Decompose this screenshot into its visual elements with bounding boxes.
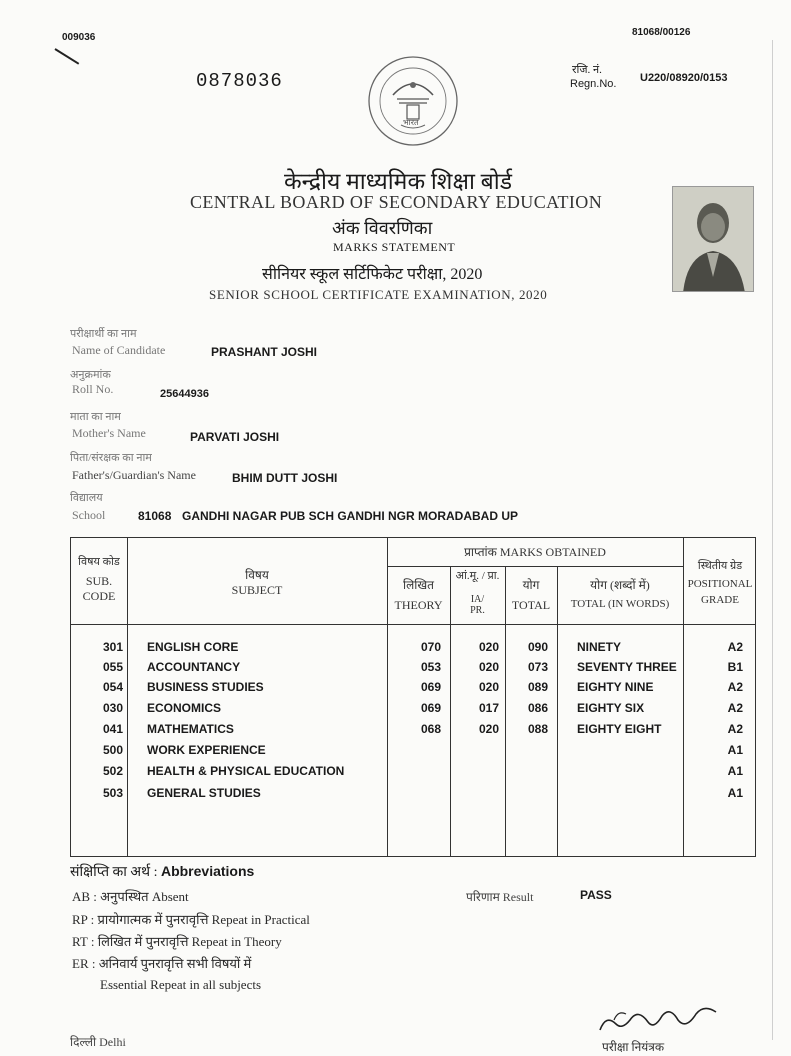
top-left-code: 009036 [62, 32, 96, 43]
header-theory: THEORY [394, 598, 443, 612]
abbr-absent: AB : अनुपस्थित Absent [72, 889, 189, 904]
cell-words: EIGHTY EIGHT [577, 722, 662, 736]
father-label: Father's/Guardian's Name [72, 468, 196, 482]
cell-subject: MATHEMATICS [147, 722, 234, 736]
header-total: TOTAL [511, 598, 551, 612]
regn-number: U220/08920/0153 [640, 72, 728, 84]
cell-total: 086 [527, 701, 549, 715]
statement-title: MARKS STATEMENT [333, 240, 456, 254]
name-label-hindi: परीक्षार्थी का नाम [70, 328, 137, 340]
row-divider [387, 566, 683, 567]
pen-mark [54, 48, 79, 65]
abbr-essential-repeat: ER : अनिवार्य पुनरावृत्ति सभी विषयों में [72, 956, 252, 971]
cell-theory: 069 [420, 680, 441, 694]
cell-subject: ENGLISH CORE [147, 640, 239, 654]
table-row [71, 701, 755, 721]
header-total-hindi: योग [522, 578, 540, 592]
header-grade-2: GRADE [701, 594, 739, 606]
cell-grade: A2 [727, 680, 743, 694]
cbse-seal [363, 55, 463, 150]
header-grade-hindi: स्थितीय ग्रेड [697, 560, 743, 572]
regn-label-hindi: रजि. नं. [572, 64, 602, 76]
top-right-code: 81068/00126 [632, 27, 691, 38]
roll-number: 25644936 [160, 388, 209, 400]
mother-name: PARVATI JOSHI [190, 430, 280, 444]
result-label-text: Result [502, 890, 534, 904]
cell-practical: 020 [478, 640, 499, 654]
header-code-hindi: विषय कोड [78, 556, 120, 568]
table-row [71, 680, 755, 700]
cell-code: 503 [102, 786, 123, 800]
table-row [71, 640, 755, 660]
cell-grade: A2 [727, 701, 743, 715]
cell-grade: A1 [727, 764, 743, 778]
cell-subject: BUSINESS STUDIES [147, 680, 264, 694]
header-subject-hindi: विषय [245, 568, 269, 582]
abbreviations-heading-hindi: संक्षिप्ति का अर्थ : [70, 865, 158, 880]
person-photo-icon [673, 187, 754, 292]
header-marks [387, 545, 683, 560]
table-row [71, 722, 755, 742]
cell-practical: 017 [478, 701, 499, 715]
candidate-photo [672, 186, 754, 292]
serial-number: 0878036 [196, 70, 283, 92]
regn-label: Regn.No. [570, 78, 617, 90]
table-row [71, 743, 755, 763]
father-name: BHIM DUTT JOSHI [232, 471, 338, 485]
school-label-hindi: विद्यालय [70, 492, 103, 504]
cell-code: 301 [102, 640, 123, 654]
cell-code: 041 [102, 722, 123, 736]
seal-text: भारत [403, 118, 419, 127]
page-edge [772, 40, 773, 1040]
cell-theory: 069 [420, 701, 441, 715]
cell-words: NINETY [577, 640, 622, 654]
header-words: TOTAL (IN WORDS) [570, 598, 670, 610]
cell-theory: 068 [420, 722, 441, 736]
school-name: GANDHI NAGAR PUB SCH GANDHI NGR MORADABAD UP [182, 509, 518, 523]
cell-theory: 070 [420, 640, 441, 654]
cell-code: 054 [102, 680, 123, 694]
abbr-repeat-practical: RP : प्रायोगात्मक में पुनरावृत्ति Repeat in Practical [72, 912, 310, 927]
controller-label: परीक्षा नियंत्रक [602, 1040, 665, 1054]
father-label-hindi: पिता/संरक्षक का नाम [70, 452, 152, 464]
seal-emblem-icon [363, 55, 463, 150]
mother-label-hindi: माता का नाम [70, 411, 121, 423]
result-label [466, 888, 533, 905]
header-grade-1: POSITIONAL [687, 578, 753, 590]
cell-total: 090 [527, 640, 549, 654]
header-theory-hindi: लिखित [402, 578, 434, 592]
controller-signature [596, 1000, 721, 1040]
header-pr: PR. [470, 605, 485, 616]
cell-words: EIGHTY SIX [577, 701, 645, 715]
roll-label-hindi: अनुक्रमांक [70, 369, 111, 381]
cell-subject: ECONOMICS [147, 701, 222, 715]
result-value: PASS [580, 888, 612, 902]
cell-words: EIGHTY NINE [577, 680, 654, 694]
cell-grade: B1 [727, 660, 743, 674]
place: दिल्ली Delhi [70, 1035, 126, 1049]
header-subject: SUBJECT [231, 583, 283, 597]
cell-total: 089 [527, 680, 549, 694]
header-marks-label: MARKS OBTAINED [499, 545, 606, 559]
header-marks-hindi: प्राप्तांक [464, 545, 497, 559]
table-row [71, 660, 755, 680]
cell-subject: WORK EXPERIENCE [147, 743, 266, 757]
board-name-hindi: केन्द्रीय माध्यमिक शिक्षा बोर्ड [284, 169, 513, 194]
header-pr-mid: IA/ [470, 594, 485, 605]
cell-total: 088 [527, 722, 549, 736]
cell-grade: A2 [727, 640, 743, 654]
cell-grade: A1 [727, 786, 743, 800]
exam-title: SENIOR SCHOOL CERTIFICATE EXAMINATION, 2020 [209, 287, 548, 302]
signature-icon [596, 1000, 721, 1040]
abbr-repeat-theory: RT : लिखित में पुनरावृत्ति Repeat in Theory [72, 934, 282, 949]
cell-subject: GENERAL STUDIES [147, 786, 261, 800]
name-label: Name of Candidate [72, 343, 166, 357]
cell-subject: ACCOUNTANCY [147, 660, 241, 674]
school-code: 81068 [138, 509, 172, 523]
table-row [71, 786, 755, 806]
result-label-hindi: परिणाम [466, 890, 500, 904]
row-divider [71, 624, 755, 625]
candidate-name: PRASHANT JOSHI [211, 345, 318, 359]
roll-label: Roll No. [72, 382, 114, 396]
cell-total: 073 [527, 660, 549, 674]
exam-hindi: सीनियर स्कूल सर्टिफिकेट परीक्षा, 2020 [262, 266, 483, 283]
mother-label: Mother's Name [72, 426, 146, 440]
statement-hindi: अंक विवरणिका [332, 218, 433, 238]
cell-code: 030 [102, 701, 123, 715]
cell-words: SEVENTY THREE [577, 660, 677, 674]
abbreviations-heading [70, 862, 254, 881]
header-words-hindi: योग (शब्दों में) [590, 578, 650, 592]
cell-code: 500 [102, 743, 123, 757]
cell-code: 502 [102, 764, 123, 778]
abbreviations-heading-label: Abbreviations [160, 863, 255, 879]
marks-table [70, 537, 756, 857]
header-pr-hindi: आं.मू. / प्रा. [455, 570, 500, 582]
school-label: School [72, 508, 106, 522]
cell-grade: A1 [727, 743, 743, 757]
cell-theory: 053 [420, 660, 441, 674]
cell-practical: 020 [478, 660, 499, 674]
cell-code: 055 [102, 660, 123, 674]
board-name: CENTRAL BOARD OF SECONDARY EDUCATION [190, 192, 603, 212]
cell-practical: 020 [478, 680, 499, 694]
table-row [71, 764, 755, 784]
cell-subject: HEALTH & PHYSICAL EDUCATION [147, 764, 345, 778]
header-code: SUB. CODE [82, 574, 116, 603]
cell-practical: 020 [478, 722, 499, 736]
cell-grade: A2 [727, 722, 743, 736]
abbr-essential-repeat-2: Essential Repeat in all subjects [100, 977, 262, 992]
